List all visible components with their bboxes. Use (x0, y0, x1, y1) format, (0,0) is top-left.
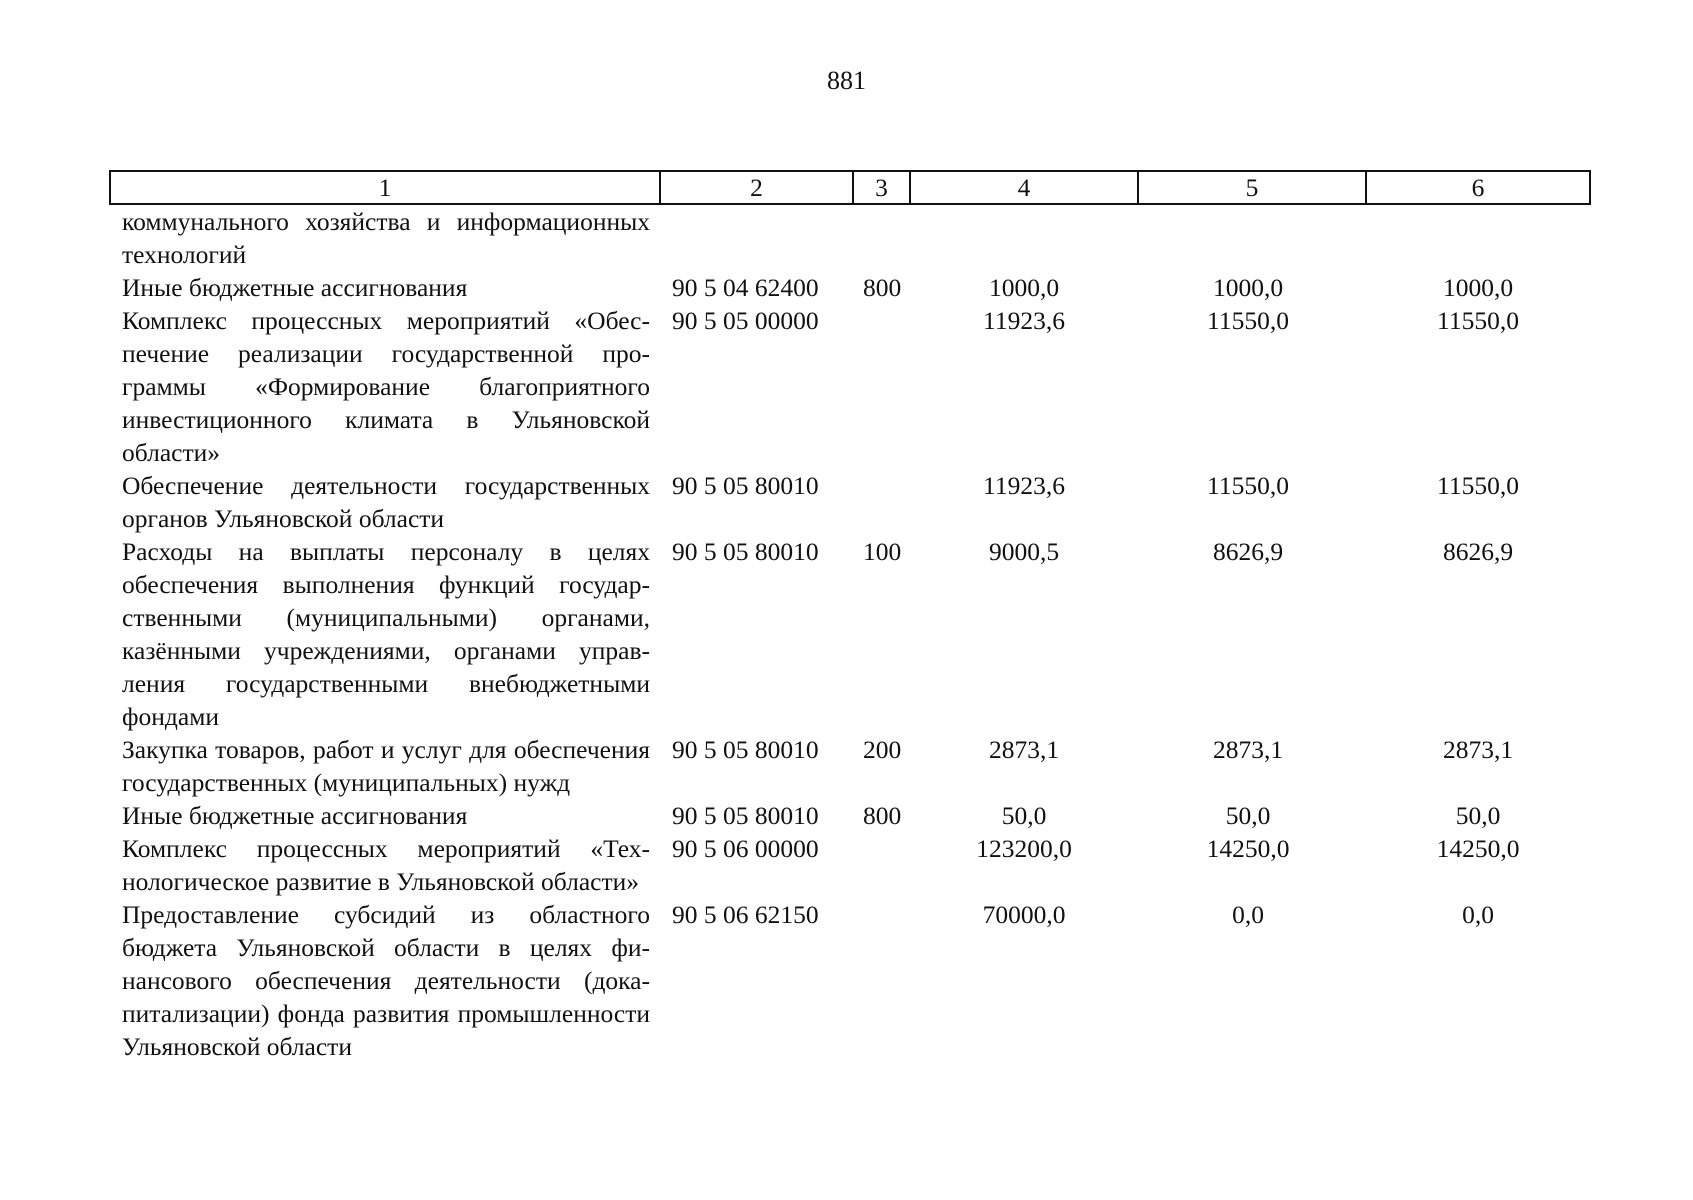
table-row (110, 469, 1590, 535)
item-name: Иные бюджетные ассигнования (122, 273, 468, 302)
expense-kind: 800 (863, 273, 902, 302)
table-row (110, 733, 1590, 799)
column-header-2: 2 (660, 171, 853, 204)
expense-kind (853, 204, 910, 271)
amount-col-5 (1138, 204, 1366, 271)
page-number: 881 (827, 66, 866, 95)
expense-kind (853, 304, 910, 469)
amount-col-5: 1000,0 (1212, 273, 1284, 302)
item-name: Иные бюджетные ассигнования (122, 801, 468, 830)
expense-kind (853, 469, 910, 535)
item-name: Комплекс процессных мероприятий «Технологическое развитие в Ульяновской области» (122, 834, 650, 896)
item-name: Закупка товаров, работ и услуг для обеспечения государственных (муниципальных) нужд (122, 735, 650, 797)
amount-col-5: 0,0 (1232, 900, 1264, 929)
amount-col-5: 50,0 (1225, 801, 1271, 830)
item-name: Обеспечение деятельности государственных органов Ульяновской области (122, 471, 650, 533)
item-code: 90 5 05 80010 (672, 735, 819, 764)
header-row (110, 171, 1590, 204)
amount-col-4: 123200,0 (976, 834, 1072, 863)
item-code: 90 5 05 80010 (672, 537, 819, 566)
item-name: Предоставление субсидий из областного бюджета Ульяновской области в целях финансового обеспечения деятельности (докапитализации) фонда развития промышленности Ульяновской области (122, 900, 650, 1061)
table-body (110, 204, 1590, 1063)
expense-kind (853, 898, 910, 1063)
column-header-3: 3 (853, 171, 910, 204)
item-code: 90 5 06 62150 (672, 900, 819, 929)
item-code (660, 204, 853, 271)
table-row (110, 204, 1590, 271)
item-name: коммунального хозяйства и информационных технологий (122, 207, 650, 269)
amount-col-5: 11550,0 (1207, 306, 1289, 335)
item-code: 90 5 05 00000 (672, 306, 819, 335)
table-row (110, 898, 1590, 1063)
amount-col-4: 70000,0 (982, 900, 1066, 929)
item-name: Расходы на выплаты персоналу в целях обеспечения выполнения функций государственными (муниципальными) органами, казёнными учреждениями, органами управления государственными внебюджетными фондами (122, 537, 650, 731)
expense-kind: 200 (863, 735, 902, 764)
table-row (110, 832, 1590, 898)
amount-col-4: 9000,5 (988, 537, 1060, 566)
item-code: 90 5 06 00000 (672, 834, 819, 863)
column-header-6: 6 (1366, 171, 1590, 204)
table-row (110, 271, 1590, 304)
budget-table (109, 170, 1591, 1063)
table-row (110, 535, 1590, 733)
amount-col-4: 2873,1 (988, 735, 1060, 764)
expense-kind: 800 (863, 801, 902, 830)
amount-col-6: 50,0 (1455, 801, 1501, 830)
item-code: 90 5 04 62400 (672, 273, 819, 302)
table-row (110, 304, 1590, 469)
item-name: Комплекс процессных мероприятий «Обеспечение реализации государственной программы «Формирование благоприятного инвестиционного климата в Ульяновской области» (122, 306, 650, 467)
amount-col-5: 8626,9 (1212, 537, 1284, 566)
amount-col-4: 11923,6 (983, 306, 1065, 335)
amount-col-6: 14250,0 (1436, 834, 1520, 863)
column-header-1: 1 (110, 171, 660, 204)
amount-col-6: 11550,0 (1437, 306, 1519, 335)
amount-col-4 (910, 204, 1138, 271)
amount-col-5: 2873,1 (1212, 735, 1284, 764)
expense-kind (853, 832, 910, 898)
amount-col-6: 11550,0 (1437, 471, 1519, 500)
amount-col-6: 0,0 (1462, 900, 1494, 929)
amount-col-4: 11923,6 (983, 471, 1065, 500)
amount-col-4: 50,0 (1001, 801, 1047, 830)
column-header-5: 5 (1138, 171, 1366, 204)
amount-col-4: 1000,0 (988, 273, 1060, 302)
table-row (110, 799, 1590, 832)
expense-kind: 100 (863, 537, 902, 566)
item-code: 90 5 05 80010 (672, 471, 819, 500)
amount-col-6: 1000,0 (1442, 273, 1514, 302)
amount-col-5: 11550,0 (1207, 471, 1289, 500)
amount-col-6: 2873,1 (1442, 735, 1514, 764)
table-header (110, 171, 1590, 204)
column-header-4: 4 (910, 171, 1138, 204)
amount-col-5: 14250,0 (1206, 834, 1290, 863)
item-code: 90 5 05 80010 (672, 801, 819, 830)
amount-col-6: 8626,9 (1442, 537, 1514, 566)
amount-col-6 (1366, 204, 1590, 271)
